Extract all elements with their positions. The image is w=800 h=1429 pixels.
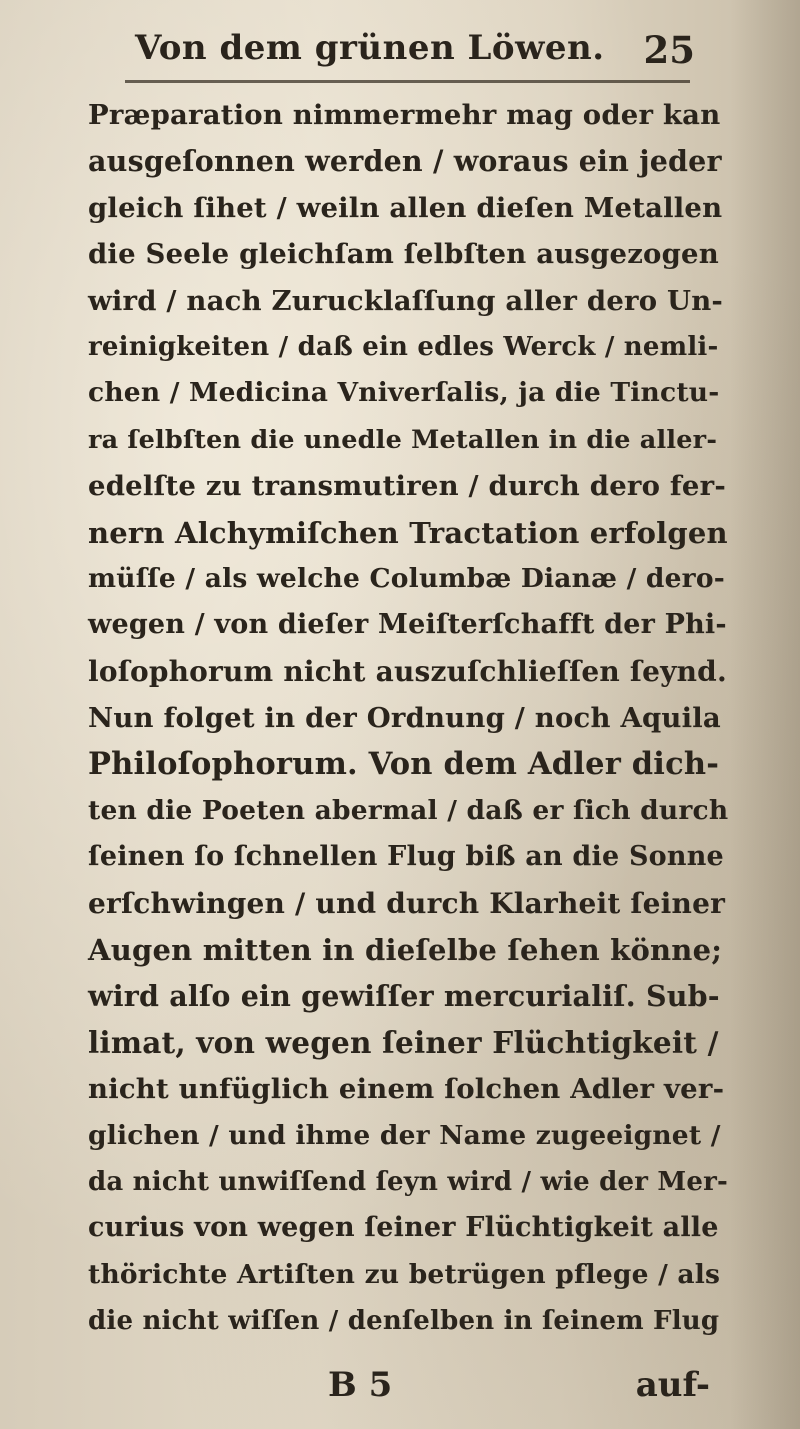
- text-line: wird / nach Zurucklaſſung aller dero Un-: [88, 284, 724, 317]
- page-header: [135, 28, 695, 76]
- text-line: glichen / und ihme der Name zugeeignet /: [88, 1119, 721, 1151]
- text-line: thörichte Artiſten zu betrügen pflege / als: [88, 1258, 721, 1290]
- text-line: ra ſelbſten die unedle Metallen in die aller-: [88, 424, 718, 455]
- text-line: ausgeſonnen werden / woraus ein jeder: [88, 144, 722, 179]
- page-edge-shadow: [730, 0, 800, 1429]
- text-line: ten die Poeten abermal / daß er ſich durch: [88, 794, 729, 826]
- text-line: müſſe / als welche Columbæ Dianæ / dero-: [88, 562, 725, 594]
- text-line: Nun folget in der Ordnung / noch Aquila: [88, 702, 721, 735]
- body-text: [88, 92, 728, 1345]
- running-title: Von dem grünen Löwen.: [135, 28, 605, 68]
- text-line: die nicht wiſſen / denſelben in ſeinem Flug: [88, 1306, 720, 1337]
- text-line: nicht unfüglich einem ſolchen Adler ver-: [88, 1073, 725, 1106]
- text-line: wegen / von dieſer Meiſterſchafft der Phi-: [88, 609, 727, 641]
- text-line: Philoſophorum. Von dem Adler dich-: [88, 746, 720, 783]
- text-line: erſchwingen / und durch Klarheit ſeiner: [88, 886, 726, 920]
- text-line: reinigkeiten / daß ein edles Werck / nemli-: [88, 331, 719, 362]
- text-line: nern Alchymiſchen Tractation erfolgen: [88, 515, 728, 550]
- header-rule: [125, 80, 690, 83]
- text-line: wird alſo ein gewiſſer mercurialiſ. Sub-: [88, 979, 720, 1014]
- signature-mark: B 5: [328, 1365, 393, 1405]
- text-line: ſeinen ſo ſchnellen Flug biß an die Sonne: [88, 841, 724, 873]
- text-line: gleich ſihet / weiln allen dieſen Metallen: [88, 191, 723, 224]
- text-line: chen / Medicina Vniverſalis, ja die Tinctu-: [88, 377, 720, 409]
- text-line: edelſte zu transmutiren / durch dero fer-: [88, 470, 726, 503]
- page-number: 25: [643, 28, 695, 72]
- text-line: Augen mitten in dieſelbe ſehen könne;: [88, 933, 723, 968]
- text-line: limat, von wegen ſeiner Flüchtigkeit /: [88, 1024, 719, 1060]
- text-line: da nicht unwiſſend ſeyn wird / wie der Mer-: [88, 1166, 729, 1197]
- text-line: die Seele gleichſam ſelbſten ausgezogen: [88, 238, 719, 271]
- catchword: auf-: [635, 1365, 710, 1405]
- text-line: curius von wegen ſeiner Flüchtigkeit alle: [88, 1212, 719, 1244]
- page-footer: [88, 1365, 728, 1409]
- text-line: loſophorum nicht auszuſchlieſſen ſeynd.: [88, 654, 727, 688]
- text-line: Præparation nimmermehr mag oder kan: [88, 99, 721, 131]
